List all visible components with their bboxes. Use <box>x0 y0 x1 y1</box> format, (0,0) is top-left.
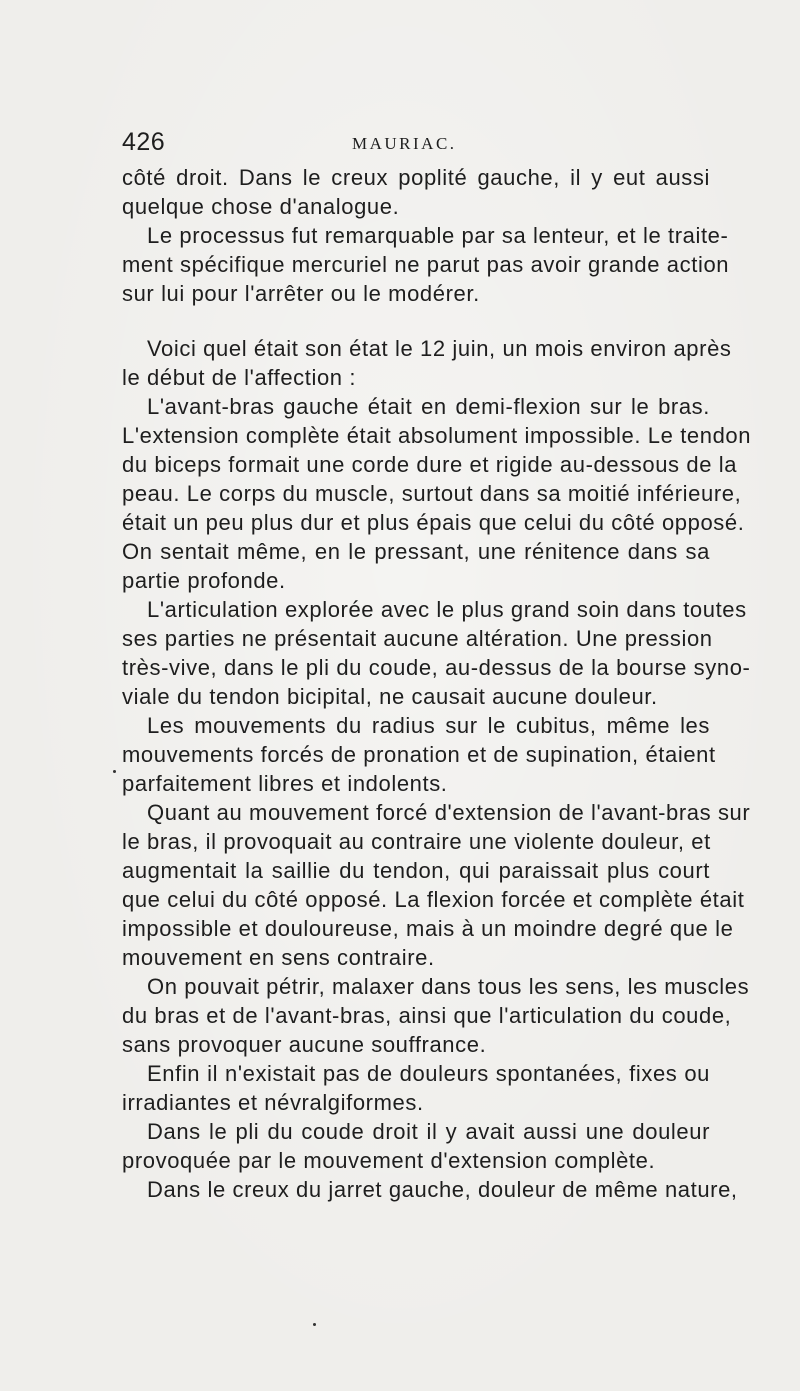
text-line: mouvements forcés de pronation et de supination, étaient <box>122 742 716 767</box>
text-line: parfaitement libres et indolents. <box>122 771 448 796</box>
text-line: côté droit. Dans le creux poplité gauche, il y eut aussi <box>122 165 710 190</box>
text-line: sans provoquer aucune souffrance. <box>122 1032 487 1057</box>
text-line: Enfin il n'existait pas de douleurs spontanées, fixes ou <box>147 1061 710 1086</box>
text-line: que celui du côté opposé. La flexion forcée et complète était <box>122 887 745 912</box>
text-line: L'avant-bras gauche était en demi-flexion sur le bras. <box>147 394 710 419</box>
text-line: Dans le creux du jarret gauche, douleur de même nature, <box>147 1177 738 1202</box>
text-line: le bras, il provoquait au contraire une violente douleur, et <box>122 829 711 854</box>
text-line: augmentait la saillie du tendon, qui paraissait plus court <box>122 858 710 883</box>
text-line: du bras et de l'avant-bras, ainsi que l'articulation du coude, <box>122 1003 732 1028</box>
running-head: MAURIAC. <box>352 134 457 153</box>
text-line: L'articulation explorée avec le plus grand soin dans toutes <box>147 597 747 622</box>
text-line: irradiantes et névralgiformes. <box>122 1090 424 1115</box>
text-line: Quant au mouvement forcé d'extension de l'avant-bras sur <box>147 800 751 825</box>
ink-speck <box>313 1323 316 1326</box>
body-text <box>122 163 752 1204</box>
text-line: quelque chose d'analogue. <box>122 194 400 219</box>
text-line: très-vive, dans le pli du coude, au-dessus de la bourse syno- <box>122 655 751 680</box>
text-line: le début de l'affection : <box>122 365 357 390</box>
text-line: ment spécifique mercuriel ne parut pas avoir grande action <box>122 252 730 277</box>
text-line: Voici quel était son état le 12 juin, un mois environ après <box>147 336 732 361</box>
text-line: peau. Le corps du muscle, surtout dans sa moitié inférieure, <box>122 481 742 506</box>
text-line: On pouvait pétrir, malaxer dans tous les sens, les muscles <box>147 974 750 999</box>
text-line: sur lui pour l'arrêter ou le modérer. <box>122 281 480 306</box>
page-number: 426 <box>122 128 166 156</box>
page-header <box>122 128 706 162</box>
text-line: Les mouvements du radius sur le cubitus, même les <box>147 713 710 738</box>
text-line: Le processus fut remarquable par sa lenteur, et le traite- <box>147 223 729 248</box>
text-line: était un peu plus dur et plus épais que celui du côté opposé. <box>122 510 745 535</box>
text-line: du biceps formait une corde dure et rigide au-dessous de la <box>122 452 738 477</box>
text-line: On sentait même, en le pressant, une rénitence dans sa <box>122 539 710 564</box>
text-line: provoquée par le mouvement d'extension complète. <box>122 1148 656 1173</box>
paragraph-gap <box>122 308 710 334</box>
text-line: mouvement en sens contraire. <box>122 945 435 970</box>
text-line: L'extension complète était absolument impossible. Le tendon <box>122 423 752 448</box>
text-line: ses parties ne présentait aucune altération. Une pression <box>122 626 713 651</box>
ink-speck <box>113 770 116 773</box>
text-line: partie profonde. <box>122 568 286 593</box>
text-line: Dans le pli du coude droit il y avait aussi une douleur <box>147 1119 710 1144</box>
text-line: impossible et douloureuse, mais à un moindre degré que le <box>122 916 734 941</box>
text-line: viale du tendon bicipital, ne causait aucune douleur. <box>122 684 658 709</box>
